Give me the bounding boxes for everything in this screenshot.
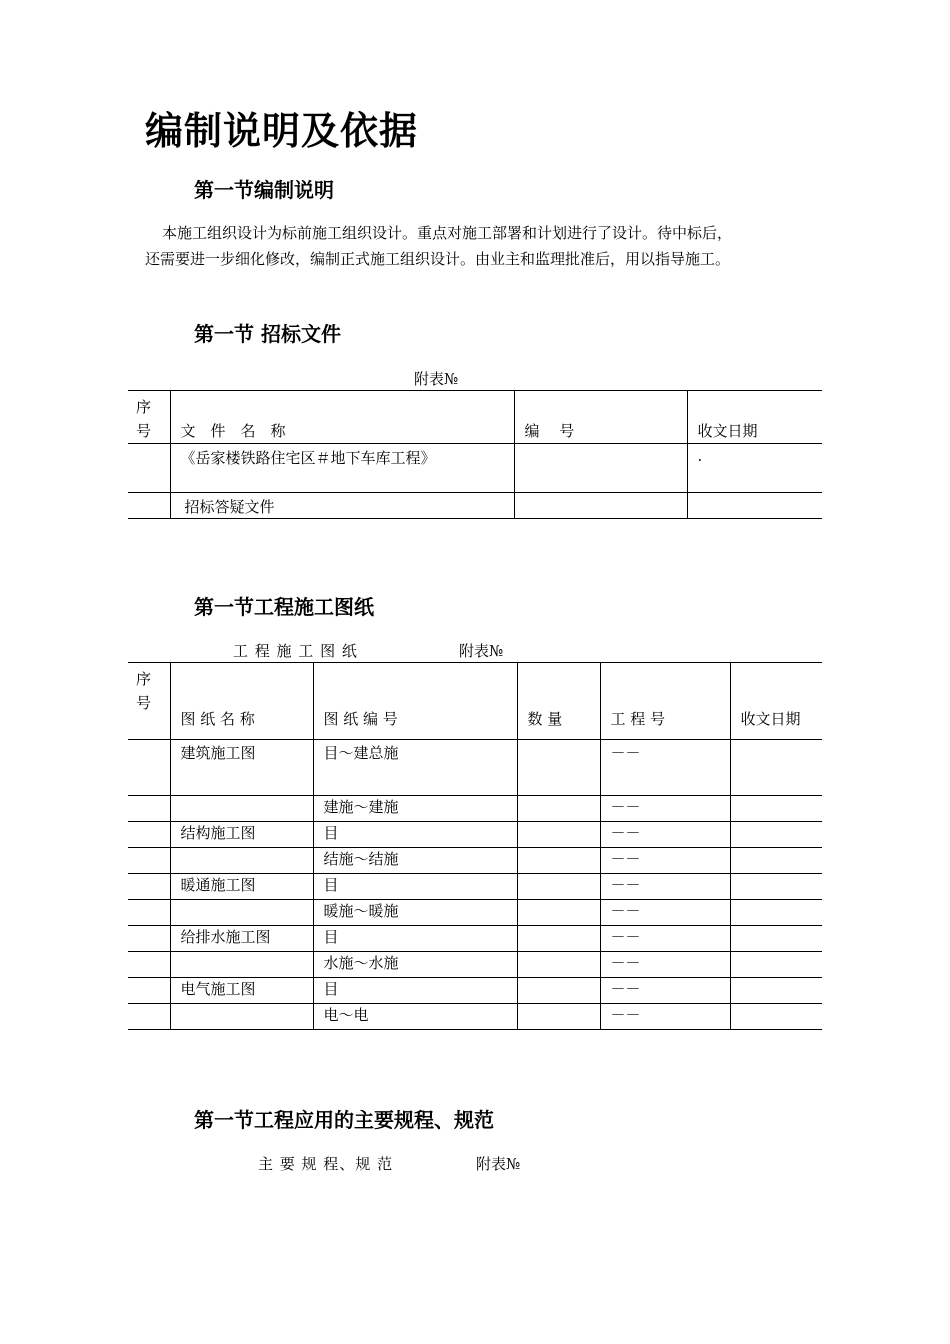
cell-drawing-name: [170, 1004, 313, 1030]
table-row: [128, 822, 822, 848]
cell-drawing-number: 建施～建施: [313, 796, 517, 822]
cell-received-date: [730, 874, 822, 900]
cell-received-date: [730, 900, 822, 926]
cell-received-date: [730, 1004, 822, 1030]
cell-quantity: [517, 900, 600, 926]
cell-drawing-number: 电～电: [313, 1004, 517, 1030]
cell-drawing-number: 目: [313, 874, 517, 900]
header-seq-line2: 号: [136, 694, 152, 712]
cell-quantity: [517, 926, 600, 952]
cell-drawing-number: 目: [313, 822, 517, 848]
cell-project-number: －－: [600, 926, 730, 952]
section-heading-tender-docs: 第一节 招标文件: [194, 322, 341, 346]
cell-received-date: [730, 848, 822, 874]
cell-project-number: －－: [600, 822, 730, 848]
cell-project-number: －－: [600, 1004, 730, 1030]
table-row: [128, 874, 822, 900]
cell-doc-name: 招标答疑文件: [170, 493, 514, 519]
cell-drawing-number: 暖施～暖施: [313, 900, 517, 926]
header-quantity: 数 量: [517, 663, 600, 740]
header-number: 编 号: [514, 391, 687, 444]
cell-received-date: [730, 740, 822, 796]
cell-number: [514, 444, 687, 493]
table-title: 工 程 施 工 图 纸: [233, 642, 358, 660]
cell-received-date: [730, 796, 822, 822]
table-row: [128, 926, 822, 952]
cell-seq: [128, 1004, 170, 1030]
cell-received-date: [730, 952, 822, 978]
cell-seq: [128, 900, 170, 926]
cell-quantity: [517, 874, 600, 900]
table-row: [128, 444, 822, 493]
table-row: [128, 1004, 822, 1030]
table-header-row: [128, 391, 822, 444]
cell-seq: [128, 978, 170, 1004]
cell-project-number: －－: [600, 848, 730, 874]
cell-seq: [128, 952, 170, 978]
cell-received-date: [730, 978, 822, 1004]
cell-received-date: [687, 493, 822, 519]
table-caption: 附表№: [476, 1155, 521, 1173]
cell-seq: [128, 740, 170, 796]
drawings-table: [128, 662, 822, 1030]
section-heading-regulations: 第一节工程应用的主要规程、规范: [194, 1108, 494, 1132]
cell-drawing-name: 建筑施工图: [170, 740, 313, 796]
cell-drawing-name: 结构施工图: [170, 822, 313, 848]
cell-quantity: [517, 822, 600, 848]
cell-doc-name: 《岳家楼铁路住宅区＃地下车库工程》: [170, 444, 514, 493]
cell-seq: [128, 796, 170, 822]
cell-drawing-number: 目～建总施: [313, 740, 517, 796]
header-received-date: 收文日期: [730, 663, 822, 740]
cell-seq: [128, 822, 170, 848]
header-seq-line1: 序: [136, 670, 152, 688]
table-row: [128, 952, 822, 978]
cell-project-number: －－: [600, 900, 730, 926]
cell-project-number: －－: [600, 796, 730, 822]
cell-seq: [128, 493, 170, 519]
cell-seq: [128, 874, 170, 900]
header-drawing-number: 图 纸 编 号: [313, 663, 517, 740]
cell-drawing-name: 给排水施工图: [170, 926, 313, 952]
cell-quantity: [517, 740, 600, 796]
tender-docs-table: [128, 390, 822, 519]
cell-drawing-name: [170, 796, 313, 822]
table-header-row: [128, 663, 822, 740]
cell-drawing-name: [170, 952, 313, 978]
table-caption: 附表№: [459, 642, 504, 660]
cell-received-date: .: [687, 444, 822, 493]
cell-quantity: [517, 978, 600, 1004]
header-seq-line1: 序: [136, 398, 152, 416]
paragraph-line-1: 本施工组织设计为标前施工组织设计。重点对施工部署和计划进行了设计。待中标后，: [162, 224, 733, 242]
cell-project-number: －－: [600, 740, 730, 796]
cell-project-number: －－: [600, 978, 730, 1004]
table-row: [128, 740, 822, 796]
cell-drawing-name: 暖通施工图: [170, 874, 313, 900]
cell-drawing-number: 目: [313, 978, 517, 1004]
table-title: 主 要 规 程、规 范: [258, 1155, 394, 1173]
cell-drawing-name: 电气施工图: [170, 978, 313, 1004]
cell-received-date: [730, 822, 822, 848]
header-seq: [128, 663, 170, 740]
cell-received-date: [730, 926, 822, 952]
table-row: [128, 978, 822, 1004]
section-heading-compile-notes: 第一节编制说明: [194, 178, 334, 202]
cell-seq: [128, 926, 170, 952]
cell-project-number: －－: [600, 952, 730, 978]
table-row: [128, 900, 822, 926]
header-project-number: 工 程 号: [600, 663, 730, 740]
cell-project-number: －－: [600, 874, 730, 900]
cell-drawing-number: 目: [313, 926, 517, 952]
cell-drawing-number: 结施～结施: [313, 848, 517, 874]
paragraph-line-2: 还需要进一步细化修改，编制正式施工组织设计。由业主和监理批准后，用以指导施工。: [145, 250, 731, 268]
cell-quantity: [517, 1004, 600, 1030]
section-heading-drawings: 第一节工程施工图纸: [194, 595, 374, 619]
header-doc-name: 文 件 名 称: [170, 391, 514, 444]
header-drawing-name: 图 纸 名 称: [170, 663, 313, 740]
table-row: [128, 493, 822, 519]
cell-quantity: [517, 796, 600, 822]
table-caption: 附表№: [414, 370, 459, 388]
header-seq: [128, 391, 170, 444]
cell-seq: [128, 444, 170, 493]
table-row: [128, 848, 822, 874]
table-row: [128, 796, 822, 822]
cell-drawing-name: [170, 900, 313, 926]
cell-drawing-name: [170, 848, 313, 874]
cell-seq: [128, 848, 170, 874]
header-seq-line2: 号: [136, 422, 152, 440]
header-received-date: 收文日期: [687, 391, 822, 444]
page-title: 编制说明及依据: [145, 109, 419, 153]
cell-quantity: [517, 848, 600, 874]
cell-drawing-number: 水施～水施: [313, 952, 517, 978]
cell-number: [514, 493, 687, 519]
cell-quantity: [517, 952, 600, 978]
